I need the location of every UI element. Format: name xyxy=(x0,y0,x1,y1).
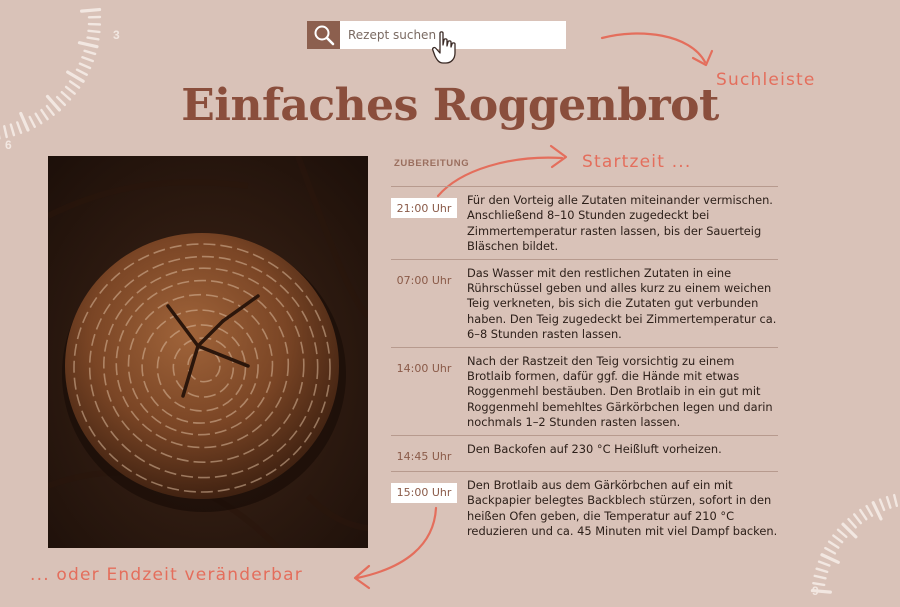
recipe-title: Einfaches Roggenbrot xyxy=(181,80,719,131)
dial-number-9: 9 xyxy=(812,584,819,598)
section-label-preparation: ZUBEREITUNG xyxy=(394,158,470,169)
preparation-steps xyxy=(391,186,778,543)
step-text: Den Brotlaib aus dem Gärkörbchen auf ein mit Backpapier belegtes Backblech stürzen, sofort in den heißen Ofen geben, die Temperatur auf 210 °C reduzieren und ca. 45 Minuten mit viel Dampf backen. xyxy=(467,477,778,538)
bread-photo xyxy=(48,156,368,548)
step-text: Nach der Rastzeit den Teig vorsichtig zu einem Brotlaib formen, dafür ggf. die Hände mit etwas Roggenmehl bestäuben. Den Brotlaib in ein gut mit Roggenmehl bemehltes Gärkörbchen legen und darin nochmals 1–2 Stunden rasten lassen. xyxy=(467,353,773,430)
annotation-end-time: ... oder Endzeit veränderbar xyxy=(30,565,303,585)
step-row xyxy=(391,471,778,544)
dial-number-3: 3 xyxy=(113,28,120,42)
step-text: Das Wasser mit den restlichen Zutaten in eine Rührschüssel geben und alles kurz zu einem weichen Teig verkneten, bis sich die Zutaten gut verbunden haben. Den Teig zugedeckt bei Zimmertemperatur ca. 6–8 Stunden rasten lassen. xyxy=(467,265,777,342)
annotation-start-time: Startzeit ... xyxy=(582,152,692,172)
arrow-to-search xyxy=(602,33,705,62)
editable-time-field[interactable]: 15:00 Uhr xyxy=(391,483,457,503)
step-text: Für den Vorteig alle Zutaten miteinander vermischen. Anschließend 8–10 Stunden zugedeckt bei Zimmertemperatur rasten lassen, bis der Sauerteig Bläschen bildet. xyxy=(467,193,773,254)
step-row xyxy=(391,186,778,259)
step-time: 07:00 Uhr xyxy=(396,274,452,288)
dial-number-6: 6 xyxy=(5,138,12,152)
step-row xyxy=(391,259,778,347)
annotation-search-bar: Suchleiste xyxy=(716,70,816,90)
step-text: Den Backofen auf 230 °C Heißluft vorheizen. xyxy=(467,441,722,456)
editable-time-field[interactable]: 21:00 Uhr xyxy=(391,198,457,218)
step-time: 14:45 Uhr xyxy=(396,450,452,464)
step-row xyxy=(391,347,778,435)
step-time: 14:00 Uhr xyxy=(396,362,452,376)
step-row xyxy=(391,435,778,471)
